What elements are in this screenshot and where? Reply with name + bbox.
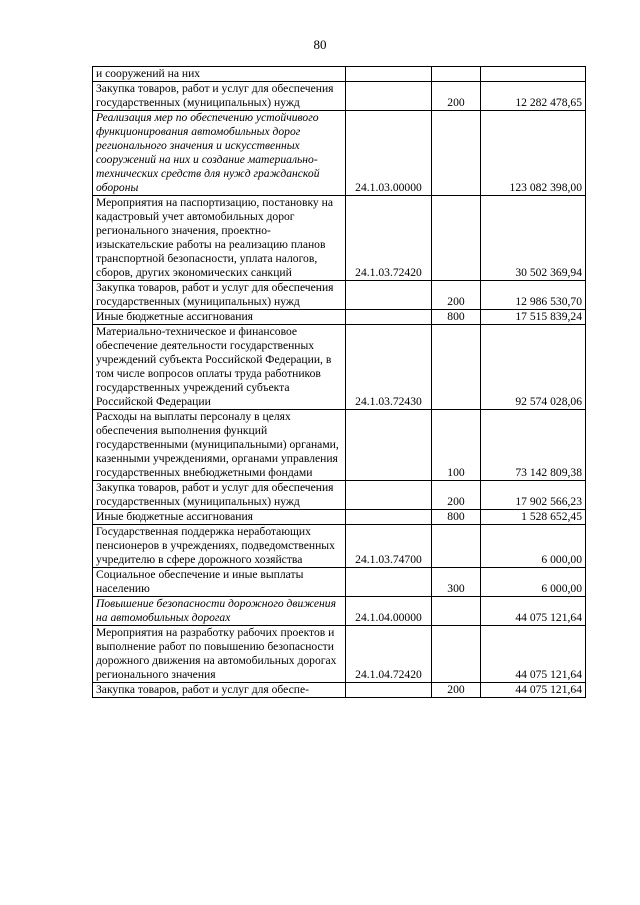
budget-table-body	[93, 67, 586, 698]
row-expense-type-cell	[432, 597, 481, 626]
row-code-cell	[346, 410, 432, 481]
row-amount-cell: 12 282 478,65	[481, 82, 586, 111]
row-code-cell: 24.1.03.74700	[346, 525, 432, 568]
table-row	[93, 67, 586, 82]
row-code-cell	[346, 281, 432, 310]
row-amount-cell: 123 082 398,00	[481, 111, 586, 196]
row-name-cell: Повышение безопасности дорожного движения на автомобильных дорогах	[93, 597, 346, 626]
table-row	[93, 481, 586, 510]
table-row	[93, 683, 586, 698]
row-code-cell: 24.1.03.00000	[346, 111, 432, 196]
row-amount-cell: 12 986 530,70	[481, 281, 586, 310]
table-row	[93, 310, 586, 325]
row-code-cell: 24.1.03.72430	[346, 325, 432, 410]
row-expense-type-cell	[432, 67, 481, 82]
row-expense-type-cell	[432, 626, 481, 683]
row-name-cell: Социальное обеспечение и иные выплаты населению	[93, 568, 346, 597]
table-row	[93, 196, 586, 281]
row-code-cell: 24.1.04.00000	[346, 597, 432, 626]
row-amount-cell: 6 000,00	[481, 525, 586, 568]
table-row	[93, 525, 586, 568]
row-expense-type-cell: 200	[432, 683, 481, 698]
table-row	[93, 325, 586, 410]
row-expense-type-cell: 800	[432, 310, 481, 325]
row-amount-cell: 92 574 028,06	[481, 325, 586, 410]
row-code-cell	[346, 568, 432, 597]
row-code-cell	[346, 67, 432, 82]
row-code-cell	[346, 310, 432, 325]
row-name-cell: и сооружений на них	[93, 67, 346, 82]
row-name-cell: Мероприятия на разработку рабочих проектов и выполнение работ по повышению безопасности дорожного движения на автомобильных дорогах регионального значения	[93, 626, 346, 683]
row-expense-type-cell	[432, 111, 481, 196]
row-expense-type-cell: 200	[432, 82, 481, 111]
row-amount-cell	[481, 67, 586, 82]
row-name-cell: Закупка товаров, работ и услуг для обеспе-	[93, 683, 346, 698]
row-name-cell: Иные бюджетные ассигнования	[93, 310, 346, 325]
row-code-cell	[346, 683, 432, 698]
table-row	[93, 597, 586, 626]
row-expense-type-cell: 100	[432, 410, 481, 481]
table-row	[93, 82, 586, 111]
row-amount-cell: 1 528 652,45	[481, 510, 586, 525]
row-name-cell: Государственная поддержка неработающих пенсионеров в учреждениях, подведомственных учредителю в сфере дорожного хозяйства	[93, 525, 346, 568]
row-expense-type-cell: 200	[432, 481, 481, 510]
table-row	[93, 626, 586, 683]
row-code-cell: 24.1.03.72420	[346, 196, 432, 281]
table-row	[93, 410, 586, 481]
row-amount-cell: 17 515 839,24	[481, 310, 586, 325]
row-expense-type-cell	[432, 196, 481, 281]
row-amount-cell: 30 502 369,94	[481, 196, 586, 281]
table-row	[93, 111, 586, 196]
row-expense-type-cell: 800	[432, 510, 481, 525]
row-amount-cell: 44 075 121,64	[481, 597, 586, 626]
row-code-cell	[346, 481, 432, 510]
page-number: 80	[313, 37, 327, 52]
row-name-cell: Реализация мер по обеспечению устойчивого функционирования автомобильных дорог регионального значения и искусственных сооружений на них и создание материально-технических средств для нужд гражданской обороны	[93, 111, 346, 196]
row-expense-type-cell	[432, 325, 481, 410]
row-expense-type-cell: 200	[432, 281, 481, 310]
row-expense-type-cell	[432, 525, 481, 568]
row-amount-cell: 6 000,00	[481, 568, 586, 597]
row-amount-cell: 73 142 809,38	[481, 410, 586, 481]
row-name-cell: Материально-техническое и финансовое обеспечение деятельности государственных учреждений субъекта Российской Федерации, в том числе вопросов оплаты труда работников государственных учреждений субъекта Российской Федерации	[93, 325, 346, 410]
table-row	[93, 568, 586, 597]
row-name-cell: Иные бюджетные ассигнования	[93, 510, 346, 525]
row-amount-cell: 44 075 121,64	[481, 683, 586, 698]
row-name-cell: Мероприятия на паспортизацию, постановку на кадастровый учет автомобильных дорог регионального значения, проектно-изыскательские работы на реализацию планов транспортной безопасности, уплата налогов, сборов, других экономических санкций	[93, 196, 346, 281]
row-name-cell: Закупка товаров, работ и услуг для обеспечения государственных (муниципальных) нужд	[93, 82, 346, 111]
row-name-cell: Расходы на выплаты персоналу в целях обеспечения выполнения функций государственными (муниципальными) органами, казенными учреждениями, органами управления государственных внебюджетными фондами	[93, 410, 346, 481]
row-code-cell	[346, 82, 432, 111]
row-name-cell: Закупка товаров, работ и услуг для обеспечения государственных (муниципальных) нужд	[93, 281, 346, 310]
table-row	[93, 510, 586, 525]
row-amount-cell: 44 075 121,64	[481, 626, 586, 683]
row-amount-cell: 17 902 566,23	[481, 481, 586, 510]
table-row	[93, 281, 586, 310]
row-code-cell	[346, 510, 432, 525]
row-name-cell: Закупка товаров, работ и услуг для обеспечения государственных (муниципальных) нужд	[93, 481, 346, 510]
row-expense-type-cell: 300	[432, 568, 481, 597]
row-code-cell: 24.1.04.72420	[346, 626, 432, 683]
budget-table	[92, 66, 586, 698]
